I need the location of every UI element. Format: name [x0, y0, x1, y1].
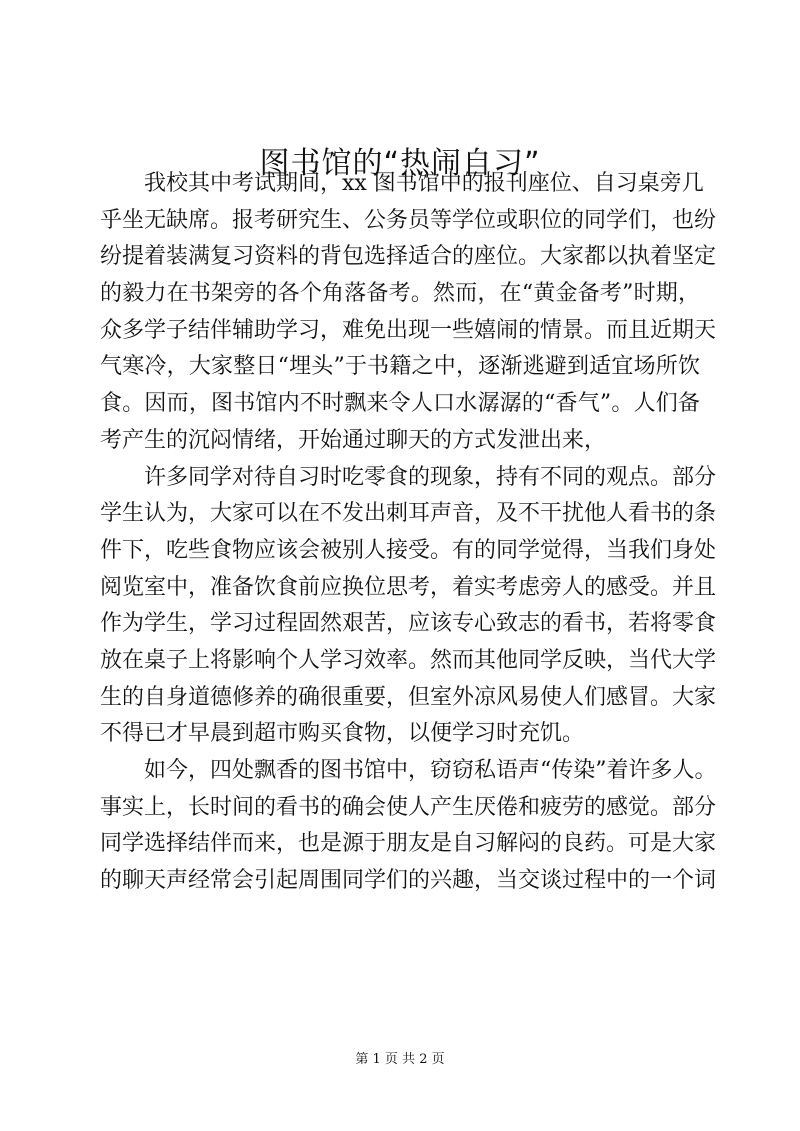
paragraph — [100, 460, 717, 754]
text-line: 不得已才早晨到超市购买食物，以便学习时充饥。 — [100, 721, 585, 747]
text-line: 事实上，长时间的看书的确会使人产生厌倦和疲劳的感觉。部分 — [100, 794, 717, 820]
text-line: 作为学生，学习过程固然艰苦，应该专心致志的看书，若将零食 — [100, 611, 717, 637]
text-line: 气寒冷，大家整日“埋头”于书籍之中，逐渐逃避到适宜场所饮 — [100, 354, 700, 380]
paragraph — [100, 753, 717, 900]
text-line: 阅览室中，准备饮食前应换位思考，着实考虑旁人的感受。并且 — [100, 574, 717, 600]
document-body — [100, 166, 717, 900]
text-line: 纷提着装满复习资料的背包选择适合的座位。大家都以执着坚定 — [100, 244, 717, 270]
document-title: 图书馆的“热闹自习” — [259, 146, 541, 181]
text-line: 如今，四处飘香的图书馆中，窃窃私语声“传染”着许多人。 — [144, 758, 717, 783]
text-line: 考产生的沉闷情绪，开始通过聊天的方式发泄出来， — [100, 427, 607, 453]
text-line: 的聊天声经常会引起周围同学们的兴趣，当交谈过程中的一个词 — [100, 868, 717, 894]
text-line: 同学选择结伴而来，也是源于朋友是自习解闷的良药。可是大家 — [100, 831, 717, 857]
text-line: 乎坐无缺席。报考研究生、公务员等学位或职位的同学们，也纷 — [100, 207, 717, 233]
text-line: 食。因而，图书馆内不时飘来令人口水潺潺的“香气”。人们备 — [100, 391, 700, 417]
text-line: 放在桌子上将影响个人学习效率。然而其他同学反映，当代大学 — [100, 647, 717, 673]
paragraph — [100, 166, 717, 460]
text-line: 生的自身道德修养的确很重要，但室外凉风易使人们感冒。大家 — [100, 684, 717, 710]
text-line: 许多同学对待自习时吃零食的现象，持有不同的观点。部分 — [144, 464, 717, 490]
text-line: 我校其中考试期间，xx 图书馆中的报刊座位、自习桌旁几 — [144, 171, 704, 196]
text-line: 的毅力在书架旁的各个角落备考。然而，在“黄金备考”时期， — [100, 281, 700, 307]
text-line: 众多学子结伴辅助学习，难免出现一些嬉闹的情景。而且近期天 — [100, 317, 717, 343]
text-line: 件下，吃些食物应该会被别人接受。有的同学觉得，当我们身处 — [100, 537, 717, 563]
page-footer: 第 1 页 共 2 页 — [355, 1052, 445, 1067]
text-line: 学生认为，大家可以在不发出刺耳声音，及不干扰他人看书的条 — [100, 501, 717, 527]
